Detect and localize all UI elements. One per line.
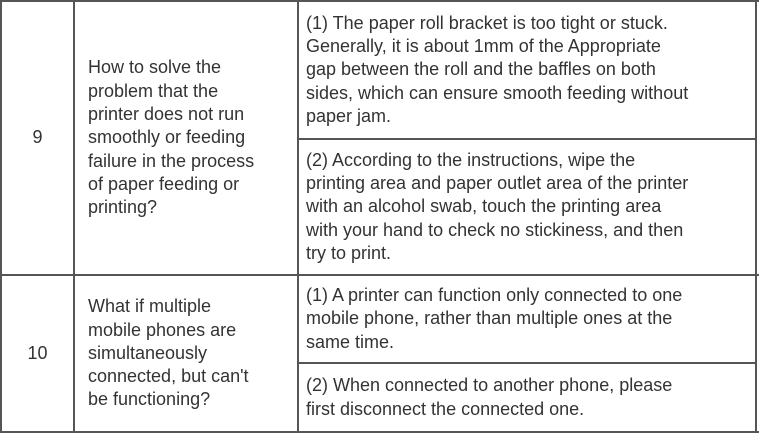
question-line: problem that the [88, 80, 219, 101]
answer-line: (2) According to the instructions, wipe the [306, 149, 636, 170]
question-line: printer does not run [88, 104, 245, 125]
question-line: How to solve the [88, 57, 222, 78]
question-line: simultaneously [88, 342, 208, 363]
question-line: be functioning? [88, 389, 211, 410]
question-cell [88, 2, 293, 274]
question-line: mobile phones are [88, 319, 237, 340]
answer-line: gap between the roll and the baffles on both [306, 59, 656, 80]
answer-cell [306, 140, 754, 274]
question-line: printing? [88, 197, 158, 218]
answer-line: (1) The paper roll bracket is too tight or stuck. [306, 12, 668, 33]
column-divider [297, 0, 299, 433]
column-divider [73, 0, 75, 433]
answer-line: (2) When connected to another phone, please [306, 375, 673, 396]
answer-line: printing area and paper outlet area of the printer [306, 173, 689, 194]
answer-line: mobile phone, rather than multiple ones at the [306, 308, 673, 329]
question-line: of paper feeding or [88, 173, 240, 194]
row-number: 9 [32, 127, 43, 148]
answer-line: with an alcohol swab, touch the printing area [306, 196, 662, 217]
answer-line: try to print. [306, 242, 392, 263]
row-number-cell [2, 2, 73, 274]
answer-line: same time. [306, 331, 395, 352]
question-line: smoothly or feeding [88, 127, 246, 148]
answer-cell [306, 276, 754, 362]
answer-line: sides, which can ensure smooth feeding without [306, 82, 689, 103]
question-line: connected, but can't [88, 366, 249, 387]
column-divider [755, 0, 757, 433]
question-line: failure in the process [88, 150, 255, 171]
row-divider [0, 431, 759, 433]
answer-line: Generally, it is about 1mm of the Appropriate [306, 36, 661, 57]
row-number: 10 [27, 342, 48, 363]
answer-cell [306, 364, 754, 431]
answer-line: (1) A printer can function only connected to one [306, 285, 683, 306]
answer-cell [306, 2, 754, 138]
question-cell [88, 276, 293, 431]
question-line: What if multiple [88, 296, 212, 317]
answer-line: paper jam. [306, 105, 392, 126]
row-number-cell [2, 276, 73, 431]
answer-line: first disconnect the connected one. [306, 398, 585, 419]
answer-line: with your hand to check no stickiness, and then [306, 219, 684, 240]
